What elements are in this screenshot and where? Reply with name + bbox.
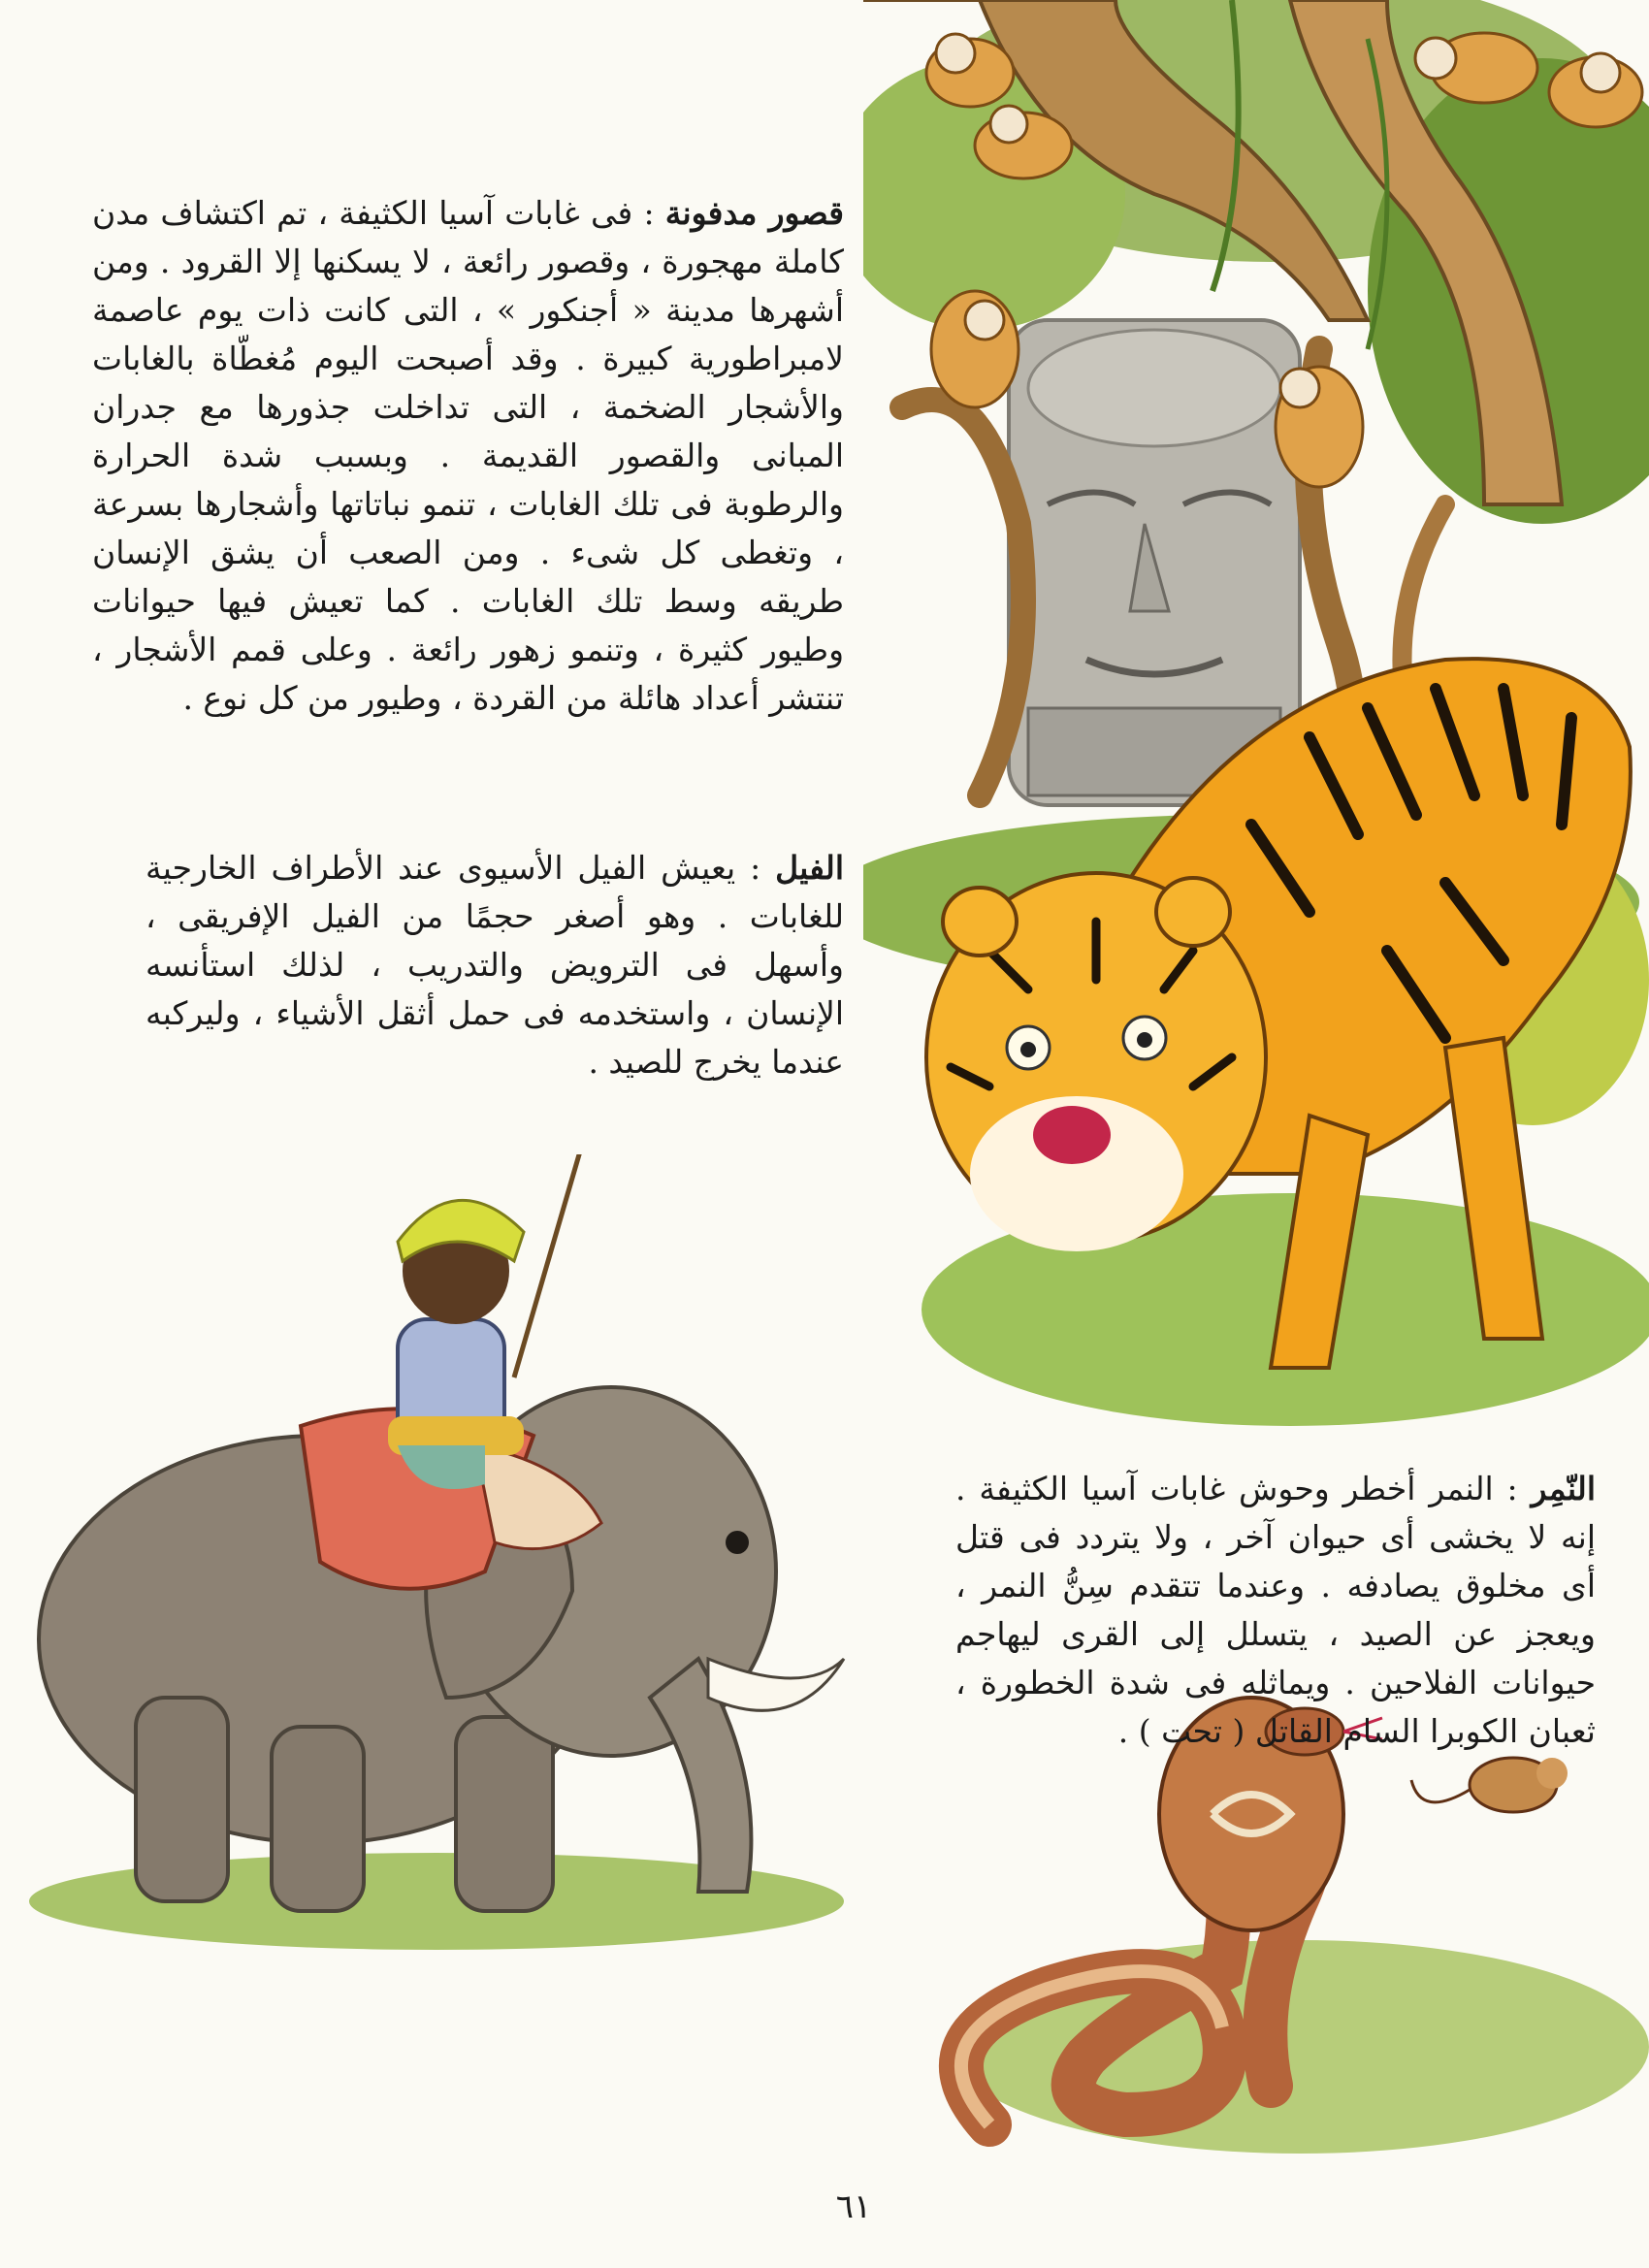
page-number: ٦١ — [835, 2187, 872, 2226]
tiger-illustration — [902, 631, 1649, 1426]
section-buried-palaces — [92, 189, 844, 723]
section-body: : فى غابات آسيا الكثيفة ، تم اكتشاف مدن كاملة مهجورة ، وقصور رائعة ، لا يسكنها إلا القرود . ومن أشهرها مدينة « أجنكور » ، التى كانت ذات يوم عاصمة لامبراطورية كبيرة . وقد أصبحت اليوم مُغطّاة بالغابات والأشجار الضخمة ، التى تداخلت جذورها مع جدران المبانى والقصور القديمة . وبسبب شدة الحرارة والرطوبة فى تلك الغابات ، تنمو نباتاتها وأشجارها بسرعة ، وتغطى كل شىء . ومن الصعب أن يشق الإنسان طريقه وسط تلك الغابات . كما تعيش فيها حيوانات وطيور كثيرة ، وتنمو زهور رائعة . وعلى قمم الأشجار ، تنتشر أعداد هائلة من القردة ، وطيور من كل نوع . — [92, 194, 844, 717]
section-tiger — [955, 1465, 1596, 1756]
section-heading: قصور مدفونة — [664, 194, 844, 232]
section-heading: النّمِر — [1531, 1470, 1596, 1507]
section-body: : النمر أخطر وحوش غابات آسيا الكثيفة . إنه لا يخشى أى حيوان آخر ، ولا يتردد فى قتل أى مخلوق يصادفه . وعندما تتقدم سِنُّ النمر ، ويعجز عن الصيد ، يتسلل إلى القرى ليهاجم حيوانات الفلاحين . ويماثله فى شدة الخطورة ، ثعبان الكوبرا السام القاتل ( تحت ) . — [955, 1470, 1596, 1750]
section-body: : يعيش الفيل الأسيوى عند الأطراف الخارجية للغابات . وهو أصغر حجمًا من الفيل الإفريقى ، وأسهل فى الترويض والتدريب ، لذلك استأنسه الإنسان ، واستخدمه فى حمل أثقل الأشياء ، وليركبه عندما يخرج للصيد . — [146, 849, 844, 1081]
section-heading: الفيل — [775, 849, 845, 887]
section-elephant — [146, 844, 844, 1086]
elephant-illustration — [29, 1154, 873, 1950]
